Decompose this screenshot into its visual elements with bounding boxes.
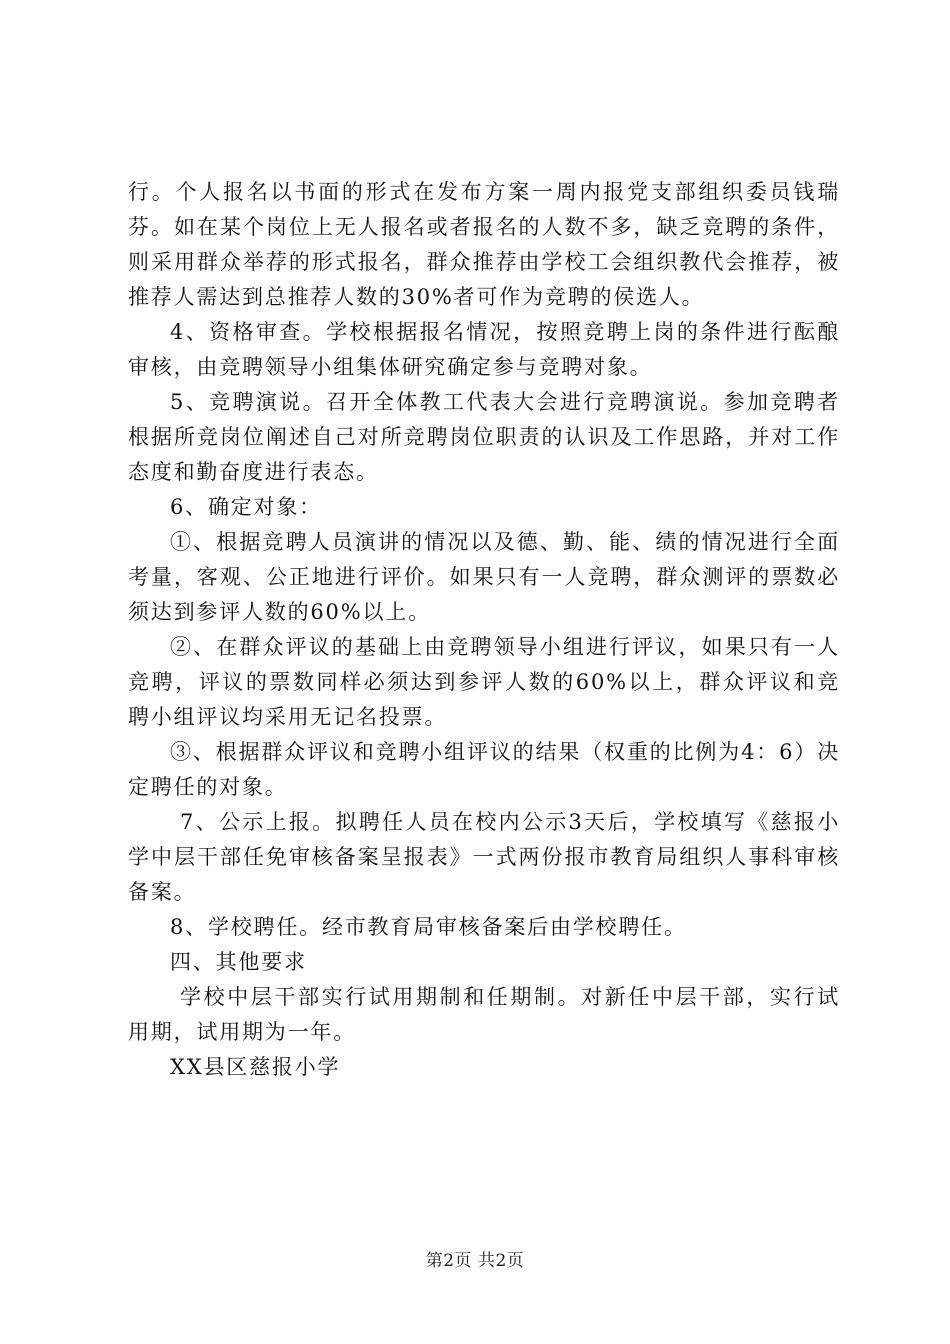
paragraph-public-notice: 7、公示上报。拟聘任人员在校内公示3天后，学校填写《慈报小学中层干部任免审核备案呈报表》一式两份报市教育局组织人事科审核备案。 xyxy=(128,810,840,904)
document-body xyxy=(128,175,840,1085)
paragraph-school-appointment: 8、学校聘任。经市教育局审核备案后由学校聘任。 xyxy=(170,915,687,939)
paragraph-continuation: 行。个人报名以书面的形式在发布方案一周内报党支部组织委员钱瑞芬。如在某个岗位上无人报名或者报名的人数不多，缺乏竞聘的条件，则采用群众举荐的形式报名，群众推荐由学校工会组织教代会推荐，被推荐人需达到总推荐人数的30%者可作为竞聘的侯选人。 xyxy=(128,180,840,309)
paragraph-determine-candidates: 6、确定对象： xyxy=(170,495,322,519)
signature-school-name: XX县区慈报小学 xyxy=(170,1055,341,1079)
paragraph-item-1: ①、根据竞聘人员演讲的情况以及德、勤、能、绩的情况进行全面考量，客观、公正地进行评价。如果只有一人竞聘，群众测评的票数必须达到参评人数的60%以上。 xyxy=(128,530,840,624)
paragraph-item-3: ③、根据群众评议和竞聘小组评议的结果（权重的比例为4：6）决定聘任的对象。 xyxy=(128,740,840,799)
paragraph-campaign-speech: 5、竞聘演说。召开全体教工代表大会进行竞聘演说。参加竞聘者根据所竞岗位阐述自己对所竞聘岗位职责的认识及工作思路，并对工作态度和勤奋度进行表态。 xyxy=(128,390,840,484)
paragraph-qualification-review: 4、资格审查。学校根据报名情况，按照竞聘上岗的条件进行酝酿审核，由竞聘领导小组集体研究确定参与竞聘对象。 xyxy=(128,320,840,379)
paragraph-item-2: ②、在群众评议的基础上由竞聘领导小组进行评议，如果只有一人竞聘，评议的票数同样必须达到参评人数的60%以上，群众评议和竞聘小组评议均采用无记名投票。 xyxy=(128,635,840,729)
page-number-footer: 第2页 共2页 xyxy=(425,1251,525,1271)
section-heading-other-requirements: 四、其他要求 xyxy=(170,950,307,974)
paragraph-probation: 学校中层干部实行试用期制和任期制。对新任中层干部，实行试用期，试用期为一年。 xyxy=(128,985,840,1044)
